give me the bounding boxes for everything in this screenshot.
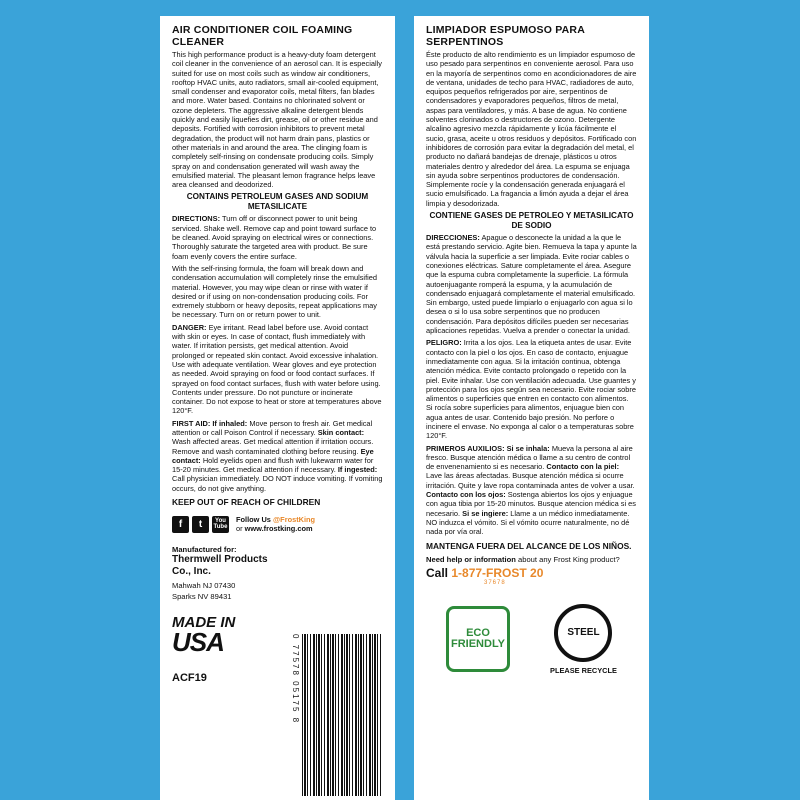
english-contains: CONTAINS PETROLEUM GASES AND SODIUM METASILICATE [186,192,369,211]
ojos-text: Sostenga abiertos los ojos y enjuague con agua tibia por 15-20 minutos. Busque atencion médica si es necesario. [426,490,636,518]
social-row [172,515,383,533]
phone-numeric: 37678 [484,579,506,586]
manufacturer-block [172,545,383,602]
danger-text: Eye irritant. Read label before use. Avoid contact with skin or eyes. In case of contact, flush immediately with water. If irritation persists, get medical attention. Avoid prolonged or repeated skin contact. Avoid excessive inhalation. Use with adequate ventilation. Wear gloves and eye protection as needed. Avoid spraying on food or food contact surfaces. If sprayed on food contact surfaces, flush with water before using. Contents under pressure. Do not puncture or incinerate container. Do not expose to heat or store at temperatures above 120°F. [172,322,382,416]
barcode-bars [302,634,382,796]
call-label: Call [426,565,449,580]
spanish-label-panel [414,16,649,800]
piel-label: Contacto con la piel: [546,462,620,472]
ingiere-label: Si se ingiere: [462,508,509,518]
follow-us-label: Follow Us [236,515,271,525]
call-line [426,566,637,580]
piel-text: Lave las áreas afectadas. Busque atención médica si ocurre irritación. Quite y lave ropa contaminada antes de volver a usar. [426,471,635,490]
eye-text: Hold eyelids open and flush with lukewarm water for 15-20 minutes. Get medical attention if necessary. [172,455,374,475]
barcode-digits [288,634,302,796]
english-directions-2: With the self-rinsing formula, the foam will break down and condensation accumulation will completely rinse the emulsified material. However, you may wipe clean or rinse with water if desired or if using on non-condensation producing coils. For extremely stubborn or heavy deposits, repeat applications may be necessary. Turn on or return power to unit. [172,263,377,320]
social-handle[interactable]: @FrostKing [272,515,316,525]
ingested-label: If ingested: [337,465,378,475]
danger-label: DANGER: [172,322,207,332]
barcode-number: 0 77578 05175 8 [291,634,300,725]
primeros-auxilios-label: PRIMEROS AUXILIOS: Si se inhala: [426,443,550,453]
eco-friendly-label: ECO FRIENDLY [451,627,505,651]
primeros-auxilios-text: Mueva la persona al aire fresco. Busque atención médica o llame a su centro de control de envenenamiento si es necesario. [426,443,633,472]
help-line [426,555,637,564]
direcciones-text: Apague o desconecte la unidad a la que le está prestando servicio. Agite bien. Remueva la tapa y apunte la válvula hacia la superficie a ser limpiada. Evite rociar cables o conexiones eléctricas. Sature completamente el área. Asegure que la espuma cubra completamente la superficie. La fórmula autoenjuagante romperá la espuma, y la acumulación de condensado enjuagará completamente el material emulsificado. Sin embargo, usted puede limpiarlo o enjuagarlo con agua si lo desea o si lo usa sobre serpentinos que no producen condensación. Para depósitos difíciles pueden ser necesarias aplicaciones repetidas. Vuelva a prender o conectar la unidad. [426,233,637,336]
twitter-icon[interactable]: t [192,516,209,533]
english-label-panel [160,16,395,800]
direcciones-label: DIRECCIONES: [426,233,480,243]
spanish-directions [426,233,637,335]
help-bold: Need help or information [426,554,516,564]
english-directions [172,214,383,260]
product-code: ACF19 [172,672,207,685]
recycle-icon [554,604,612,662]
skin-text: Wash affected areas. Get medical attention if irritation occurs. Remove and wash contaminated clothing before reusing. [172,437,374,456]
english-intro: This high performance product is a heavy-duty foam detergent coil cleaner in the convenience of an aerosol can. It is especially suited for use on most coils such as window air conditioners, rooftop HVAC units, auto radiators, small air-cooled equipment, small condenser and evaporator coils, metal filters, fan blades and more. Water based. Contains no chlorinated solvent or ozone depleters. The aggressive alkaline detergent blends quickly and easily liquefies dirt, grease, oil or other residue and deposits. Fortified with corrosion inhibitors to prevent metal degradation, the product will not harm drain pans, plastics or other materials in and around the area. The clinging foam is completely self-rinsing on condensate producing coils. Simply spray on and condensation generated will wash away the emulsified material. The pleasant lemon fragrance helps leave area cleansed and deodorized. [172,50,382,190]
first-aid-text: Move person to fresh air. Get medical attention or call Poison Control if necessary. [172,418,373,437]
barcode [288,634,384,796]
eco-badges [426,604,637,675]
spanish-title: LIMPIADOR ESPUMOSO PARA SERPENTINOS [426,24,585,48]
ingested-text: Call physician immediately. DO NOT induce vomiting. If vomiting occurs, do not give anything. [172,474,383,493]
follow-text [236,515,315,533]
english-danger [172,323,383,416]
eco-friendly-icon [446,606,510,672]
eye-label: Eye contact: [172,446,374,465]
steel-label: STEEL [567,627,600,639]
manufacturer-name: Thermwell Products Co., Inc. [172,554,268,578]
usa-label: USA [172,627,224,658]
english-first-aid [172,419,383,493]
peligro-text: Irrita a los ojos. Lea la etiqueta antes de usar. Evite contacto con la piel o los ojos. En caso de contacto, enjuague inmediatamente con agua. Si la irritación continua, obtenga atención médica. Evite contacto prolongado o repetido con la piel. Evite inhalar. Use con ventilación adecuada. Use guantes y protección para los ojos según sea necesario. Evite rociar sobre alimentos o superficies que entren en contacto con alimentos. Si rocía sobre superficies para alimentos, enjuague bien con agua antes de usar. Contenido bajo presión. No perfore o incinere el envase. No exponga al calor o a temperaturas sobre 120°F. [426,338,636,441]
facebook-icon[interactable]: f [172,516,189,533]
spanish-danger [426,338,637,440]
first-aid-label: FIRST AID: If inhaled: [172,418,248,428]
youtube-icon[interactable]: You Tube [212,516,229,533]
manufacturer-address [172,580,383,602]
ojos-label: Contacto con los ojos: [426,490,506,500]
website-link[interactable]: www.frostking.com [244,524,313,534]
recycle-block [550,604,617,675]
please-recycle-label: PLEASE RECYCLE [550,665,617,675]
peligro-label: PELIGRO: [426,338,462,348]
english-title: AIR CONDITIONER COIL FOAMING CLEANER [172,24,353,48]
directions-text: Turn off or disconnect power to unit being serviced. Shake well. Remove cap and point toward surface to be cleaned. Avoid spraying on electrical wires or connections. Thoroughly saturate the targeted area with product. Be sure foam evenly covers the entire surface. [172,214,377,261]
manufacturer-label: Manufactured for: [172,545,237,555]
spanish-contains: CONTIENE GASES DE PETROLEO Y METASILICATO DE SODIO [429,211,634,230]
skin-label: Skin contact: [317,427,365,437]
spanish-keep-out-warning: MANTENGA FUERA DEL ALCANCE DE LOS NIÑOS. [426,540,632,551]
spanish-first-aid [426,444,637,537]
made-in-label: MADE IN [172,614,236,632]
or-label: or [236,524,243,534]
spanish-intro: Éste producto de alto rendimiento es un limpiador espumoso de uso pesado para serpentinos en conveniente aerosol. Para uso en la mayoría de serpentinos como en acondicionadores de aire de ventana, unidades de techo para HVAC, radiadores de auto, equipos pequeños refrigerados por aire, serpentinos de condensadores y evaporadores pequeños, filtros de metal, aspas para ventiladores, y más. A base de agua. No contiene solventes clorinados o destructores de ozono. Detergente alcalino agresivo mezcla rápidamente y licúa fácilmente el sucio, grasa, aceite u otros residuos y depósitos. Fortificado con inhibidores de corrosión para evitar la degradación del metal, el producto no dañará bandejas de drenaje, plásticos u otros materiales dentro y alrededor del área. La espuma se enjuaga sin ayuda sobre serpentinos productores de condensación. Simplemente rocíe y la condensación generada enjuagará el sucio emulsificado. La fragancia a limón ayuda a dejar el área limpia y desodorizada. [426,50,637,208]
ingiere-text: Llame a un médico inmediatamente. NO induzca el vómito. Si el vómito ocurre naturalmente, no dé nada por vía oral. [426,508,630,537]
help-rest: about any Frost King product? [518,554,620,564]
address-line-2: Sparks NV 89431 [172,592,232,602]
directions-label: DIRECTIONS: [172,214,221,224]
phone-number[interactable]: 1-877-FROST 20 [451,565,544,580]
address-line-1: Mahwah NJ 07430 [172,581,236,591]
english-keep-out-warning: KEEP OUT OF REACH OF CHILDREN [172,497,321,508]
